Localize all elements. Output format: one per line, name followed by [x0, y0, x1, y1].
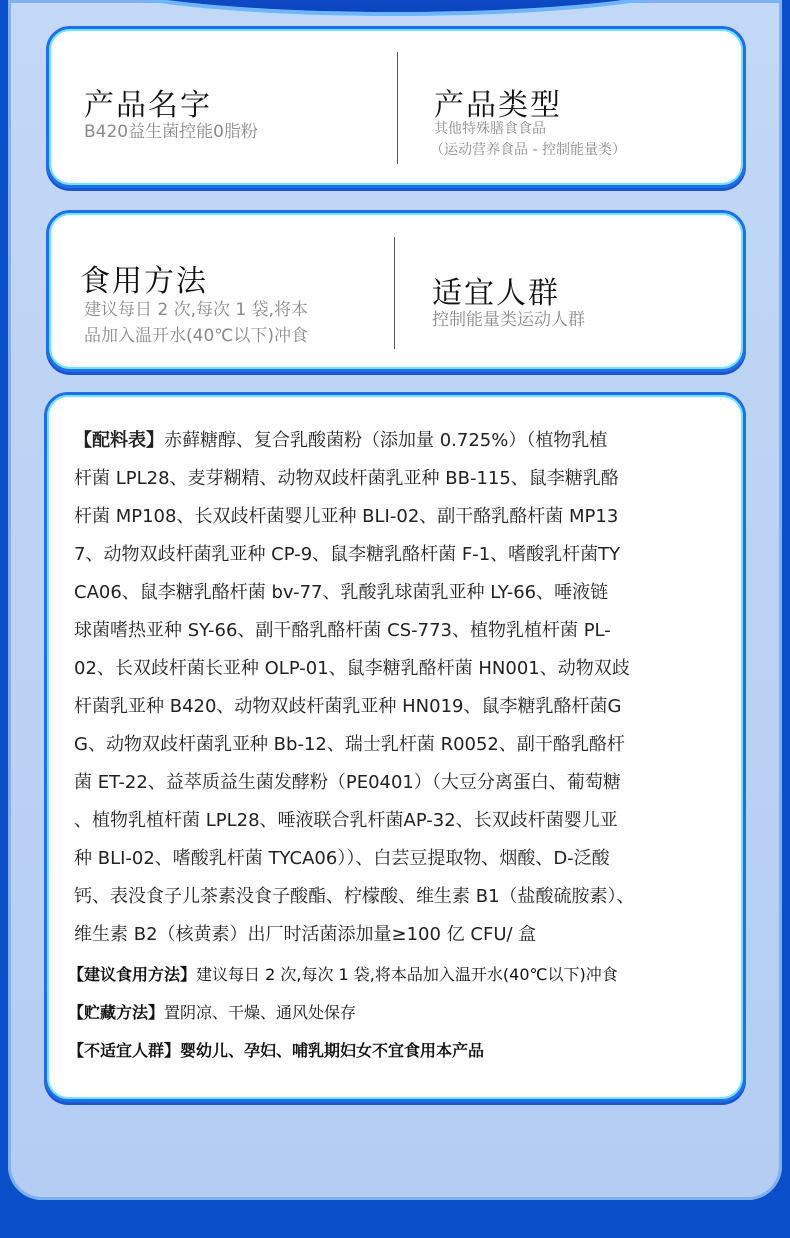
ingredients-line: G、动物双歧杆菌乳亚种 Bb-12、瑞士乳杆菌 R0052、副干酪乳酪杆 [74, 734, 625, 755]
storage-note [68, 994, 748, 1032]
product-type-title: 产品类型 [434, 88, 562, 123]
usage-method-value-line2: 品加入温开水(40℃以下)冲食 [84, 326, 308, 346]
product-name-value: B420益生菌控能0脂粉 [84, 122, 258, 142]
unsuitable-note-label: 【不适宜人群】 [68, 1041, 181, 1060]
product-type-value-line2: （运动营养食品 - 控制能量类） [430, 142, 626, 158]
ingredients-line: 、植物乳植杆菌 LPL28、唾液联合乳杆菌AP-32、长双歧杆菌婴儿亚 [74, 810, 618, 831]
usage-note-text: 建议每日 2 次,每次 1 袋,将本品加入温开水(40℃以下)冲食 [196, 965, 618, 984]
ingredients-line: CA06、鼠李糖乳酪杆菌 bv-77、乳酸乳球菌乳亚种 LY-66、唾液链 [74, 582, 609, 603]
ingredients-line-text: 赤藓糖醇、复合乳酸菌粉（添加量 0.725%）（植物乳植 [164, 430, 608, 451]
unsuitable-note-text: 婴幼儿、孕妇、哺乳期妇女不宜食用本产品 [180, 1041, 485, 1060]
usage-method-title: 食用方法 [80, 264, 208, 299]
unsuitable-note [68, 1032, 748, 1070]
card1-divider [397, 52, 398, 164]
usage-note [68, 956, 748, 994]
ingredients-line: 杆菌 MP108、长双歧杆菌婴儿亚种 BLI-02、副干酪乳酪杆菌 MP13 [74, 506, 619, 527]
usage-method-value-line1: 建议每日 2 次,每次 1 袋,将本 [84, 300, 309, 320]
storage-note-label: 【贮藏方法】 [68, 1003, 165, 1022]
ingredients-text [74, 422, 734, 954]
card2-divider [394, 237, 395, 349]
ingredients-line: 球菌嗜热亚种 SY-66、副干酪乳酪杆菌 CS-773、植物乳植杆菌 PL- [74, 620, 611, 641]
ingredients-line: 杆菌 LPL28、麦芽糊精、动物双歧杆菌乳亚种 BB-115、鼠李糖乳酪 [74, 468, 619, 489]
usage-note-label: 【建议食用方法】 [68, 965, 197, 984]
ingredients-line: 02、长双歧杆菌长亚种 OLP-01、鼠李糖乳酪杆菌 HN001、动物双歧 [74, 658, 630, 679]
target-group-title: 适宜人群 [432, 276, 560, 311]
ingredients-label: 【配料表】 [74, 430, 164, 451]
target-group-value: 控制能量类运动人群 [432, 310, 585, 330]
product-type-value-line1: 其他特殊膳食食品 [434, 121, 546, 137]
product-name-title: 产品名字 [84, 88, 212, 123]
ingredients-line: 种 BLI-02、嗜酸乳杆菌 TYCA06））、白芸豆提取物、烟酸、D-泛酸 [74, 848, 610, 869]
ingredients-line: 杆菌乳亚种 B420、动物双歧杆菌乳亚种 HN019、鼠李糖乳酪杆菌G [74, 696, 622, 717]
ingredients-line: 钙、表没食子儿茶素没食子酸酯、柠檬酸、维生素 B1（盐酸硫胺素）、 [74, 886, 635, 907]
notes-section [68, 956, 748, 1070]
ingredients-line: 维生素 B2（核黄素）出厂时活菌添加量≥100 亿 CFU/ 盒 [74, 924, 537, 945]
ingredients-line [74, 422, 734, 460]
ingredients-line: 菌 ET-22、益萃质益生菌发酵粉（PE0401）（大豆分离蛋白、葡萄糖 [74, 772, 621, 793]
storage-note-text: 置阴凉、干燥、通风处保存 [164, 1003, 357, 1022]
ingredients-line: 7、动物双歧杆菌乳亚种 CP-9、鼠李糖乳酪杆菌 F-1、嗜酸乳杆菌TY [74, 544, 621, 565]
